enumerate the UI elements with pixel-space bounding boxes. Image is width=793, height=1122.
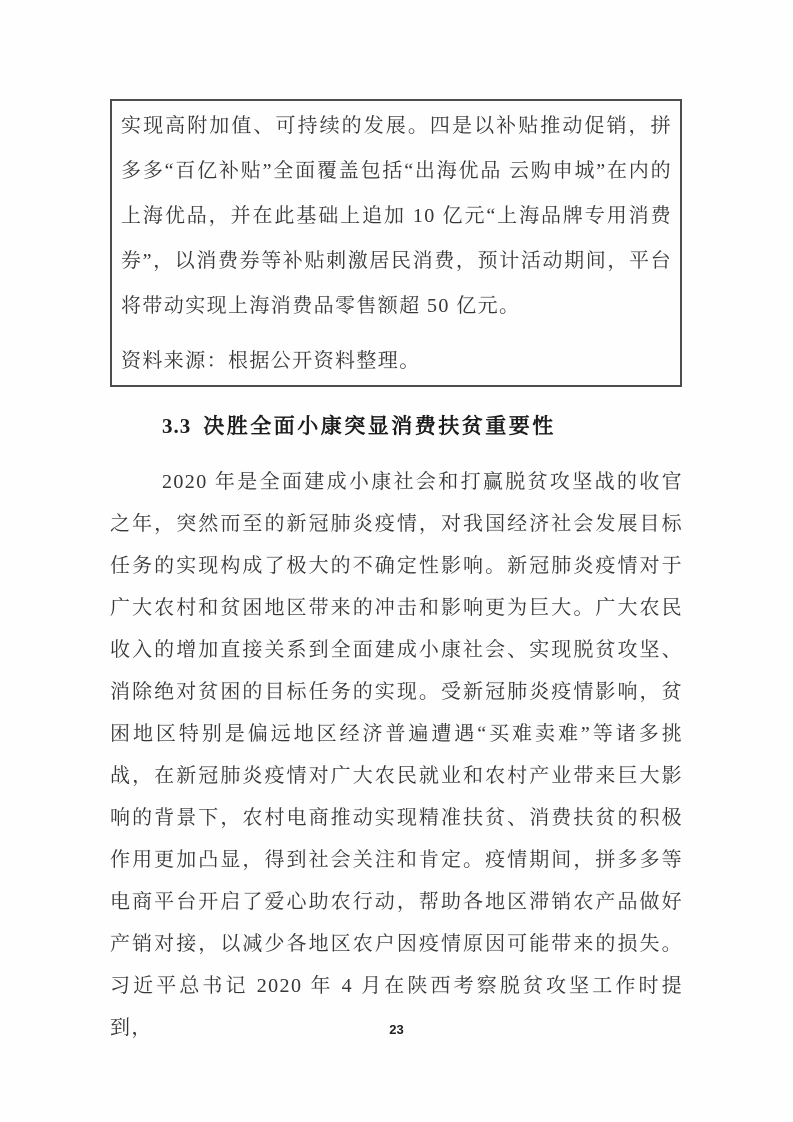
body-paragraph: 2020 年是全面建成小康社会和打赢脱贫攻坚战的收官之年，突然而至的新冠肺炎疫情，对我国经济社会发展目标任务的实现构成了极大的不确定性影响。新冠肺炎疫情对于广大农村和贫困地区带来的冲击和影响更为巨大。广大农民收入的增加直接关系到全面建成小康社会、实现脱贫攻坚、消除绝对贫困的目标任务的实现。受新冠肺炎疫情影响，贫困地区特别是偏远地区经济普遍遭遇“买难卖难”等诸多挑战，在新冠肺炎疫情对广大农民就业和农村产业带来巨大影响的背景下，农村电商推动实现精准扶贫、消费扶贫的积极作用更加凸显，得到社会关注和肯定。疫情期间，拼多多等电商平台开启了爱心助农行动，帮助各地区滞销农产品做好产销对接，以减少各地区农户因疫情原因可能带来的损失。习近平总书记 2020 年 4 月在陕西考察脱贫攻坚工作时提到， bbox=[110, 471, 683, 1039]
section-number: 3.3 bbox=[162, 414, 192, 438]
section-title: 决胜全面小康突显消费扶贫重要性 bbox=[203, 414, 556, 438]
table-cell bbox=[110, 99, 682, 387]
table-cell-text: 实现高附加值、可持续的发展。四是以补贴推动促销，拼多多“百亿补贴”全面覆盖包括“出海优品 云购申城”在内的上海优品，并在此基础上追加 10 亿元“上海品牌专用消费券”，以消费券等补贴刺激居民消费，预计活动期间，平台将带动实现上海消费品零售额超 50 亿元。 bbox=[121, 115, 672, 317]
page-number: 23 bbox=[389, 1022, 404, 1037]
section-heading bbox=[110, 410, 556, 440]
source-note: 资料来源：根据公开资料整理。 bbox=[121, 350, 421, 372]
